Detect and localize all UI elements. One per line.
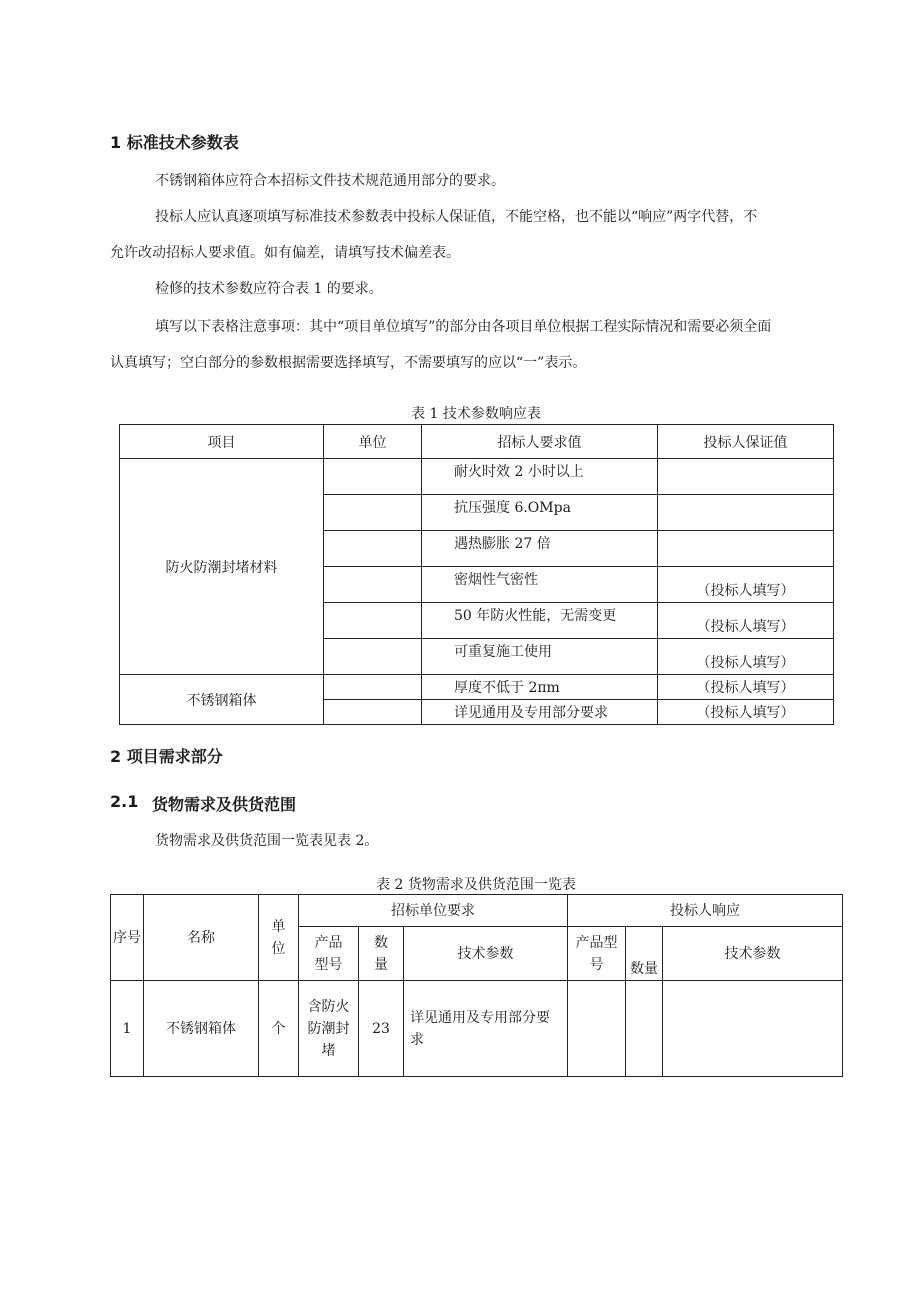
- table-1-item-fireproof: 防火防潮封堵材料: [120, 459, 324, 675]
- table-1-gua-cell: （投标人填写）: [658, 603, 834, 639]
- section-1-heading: 1 标准技术参数表: [110, 133, 239, 152]
- table-row: [120, 675, 834, 700]
- table-row: [111, 981, 843, 1077]
- table-1-gua-cell: （投标人填写）: [658, 675, 834, 700]
- table-1-gua-cell: [658, 495, 834, 531]
- table-2-header-spec: 技术参数: [404, 927, 568, 981]
- table-1-unit-cell: [324, 567, 422, 603]
- table-row: [120, 459, 834, 495]
- table-1-header-required: 招标人要求值: [422, 425, 658, 459]
- section-2-1-paragraph: 货物需求及供货范围一览表见表 2。: [155, 833, 379, 849]
- table-1-gua-cell: [658, 459, 834, 495]
- table-1-req-cell: 50 年防火性能，无需变更: [422, 603, 658, 639]
- table-1-gua-cell: （投标人填写）: [658, 639, 834, 675]
- paragraph-3: 检修的技术参数应符合表 1 的要求。: [155, 281, 383, 297]
- table-1-req-cell: 密烟性气密性: [422, 567, 658, 603]
- table-1-header-unit: 单位: [324, 425, 422, 459]
- paragraph-2-line-1: 投标人应认真逐项填写标准技术参数表中投标人保证值，不能空格，也不能以“响应”两字代替，不: [155, 209, 758, 225]
- table-1-req-cell: 耐火时效 2 小时以上: [422, 459, 658, 495]
- table-2-header-tender-group: 招标单位要求: [299, 895, 568, 927]
- table-2-caption: 表 2 货物需求及供货范围一览表: [376, 877, 576, 893]
- paragraph-4-line-2: 认真填写；空白部分的参数根据需要选择填写，不需要填写的应以“一”表示。: [110, 355, 587, 371]
- table-2-cell-bidder-spec: [663, 981, 843, 1077]
- table-1-unit-cell: [324, 675, 422, 700]
- table-2-header-qty: 数量: [359, 927, 404, 981]
- table-1-tech-params: [119, 424, 834, 725]
- table-1-req-cell: 可重复施工使用: [422, 639, 658, 675]
- section-2-1-number: 2.1: [110, 792, 139, 811]
- table-2-goods-scope: [110, 894, 843, 1077]
- table-2-cell-bidder-qty: [626, 981, 663, 1077]
- table-1-item-stainless-box: 不锈钢箱体: [120, 675, 324, 725]
- table-1-unit-cell: [324, 700, 422, 725]
- section-2-heading: 2 项目需求部分: [110, 747, 223, 766]
- table-2-header-name: 名称: [144, 895, 259, 981]
- table-1-unit-cell: [324, 495, 422, 531]
- table-2-cell-qty: 23: [359, 981, 404, 1077]
- table-1-header-item: 项目: [120, 425, 324, 459]
- table-1-unit-cell: [324, 603, 422, 639]
- table-2-header-bidder-group: 投标人响应: [568, 895, 843, 927]
- table-1-req-cell: 遇热膨胀 27 倍: [422, 531, 658, 567]
- paragraph-2-line-2: 允许改动招标人要求值。如有偏差，请填写技术偏差表。: [110, 245, 460, 261]
- table-2-cell-model: 含防火防潮封堵: [299, 981, 359, 1077]
- table-2-header-bidder-model: 产品型号: [568, 927, 626, 981]
- table-1-unit-cell: [324, 459, 422, 495]
- table-2-cell-unit: 个: [259, 981, 299, 1077]
- table-1-caption: 表 1 技术参数响应表: [411, 406, 541, 422]
- table-2-cell-name: 不锈钢箱体: [144, 981, 259, 1077]
- table-1-header-row: [120, 425, 834, 459]
- table-1-req-cell: 抗压强度 6.OMpa: [422, 495, 658, 531]
- table-2-cell-bidder-model: [568, 981, 626, 1077]
- table-1-gua-cell: [658, 531, 834, 567]
- table-1-gua-cell: （投标人填写）: [658, 700, 834, 725]
- table-2-cell-spec: 详见通用及专用部分要求: [404, 981, 568, 1077]
- table-2-header-seq: 序号: [111, 895, 144, 981]
- table-1-unit-cell: [324, 639, 422, 675]
- table-2-header-bidder-spec: 技术参数: [663, 927, 843, 981]
- table-2-header-bidder-qty: 数量: [626, 927, 663, 981]
- table-1-gua-cell: （投标人填写）: [658, 567, 834, 603]
- paragraph-4-line-1: 填写以下表格注意事项：其中“项目单位填写”的部分由各项目单位根据工程实际情况和需要必须全面: [155, 319, 772, 335]
- section-2-1-title: 货物需求及供货范围: [152, 795, 297, 814]
- table-2-header-unit: 单位: [259, 895, 299, 981]
- paragraph-1: 不锈钢箱体应符合本招标文件技术规范通用部分的要求。: [155, 173, 505, 189]
- table-2-header-model: 产品型号: [299, 927, 359, 981]
- table-1-req-cell: 厚度不低于 2πm: [422, 675, 658, 700]
- table-2-header-row-1: [111, 895, 843, 927]
- table-1-req-cell: 详见通用及专用部分要求: [422, 700, 658, 725]
- table-1-unit-cell: [324, 531, 422, 567]
- table-2-cell-seq: 1: [111, 981, 144, 1077]
- table-1-header-guaranteed: 投标人保证值: [658, 425, 834, 459]
